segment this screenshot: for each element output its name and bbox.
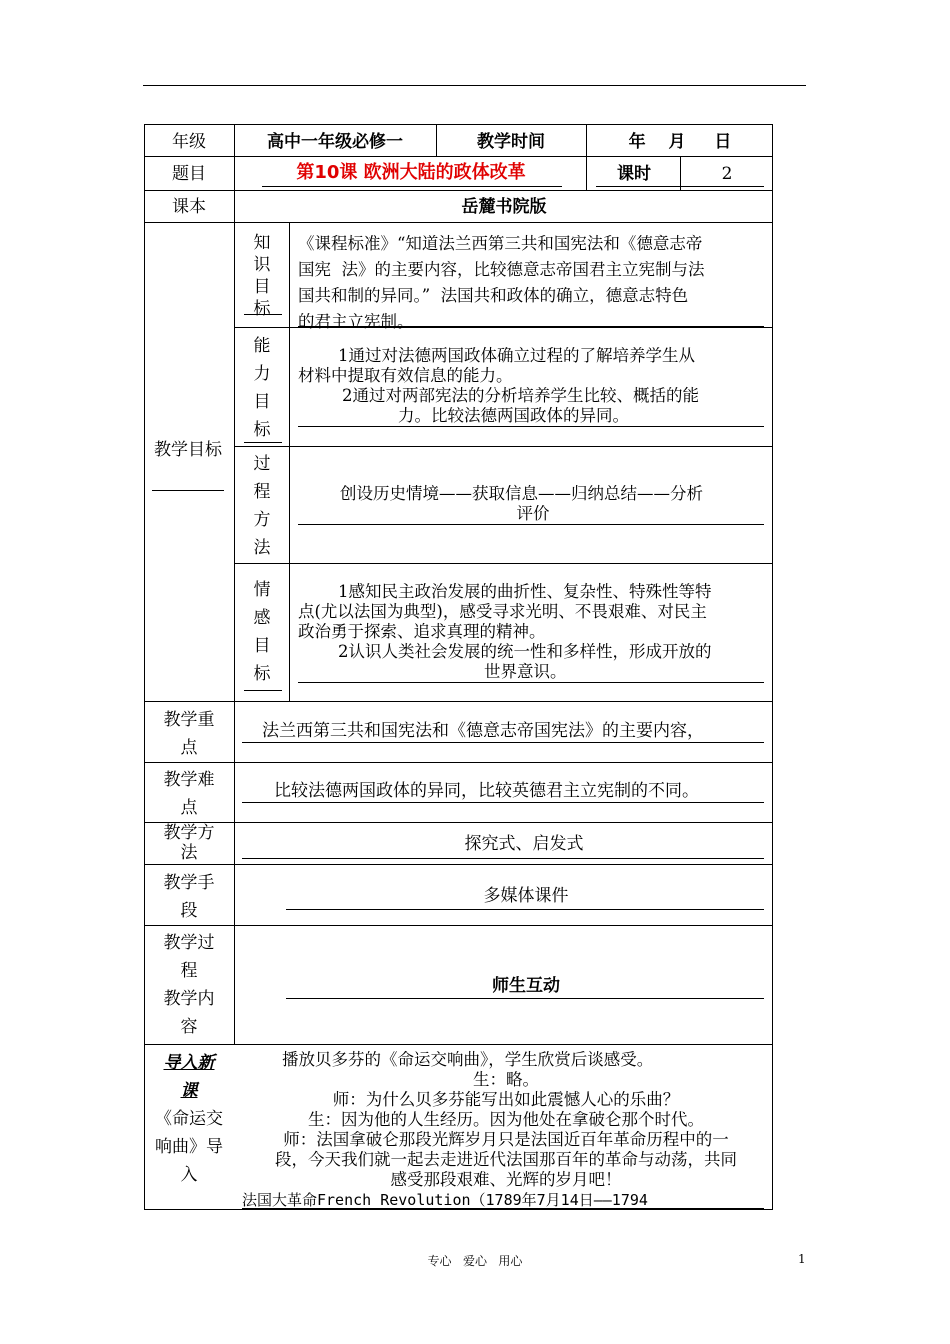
means-label xyxy=(144,869,234,925)
textbook-label: 课本 xyxy=(172,197,206,217)
label-char: 标 xyxy=(253,664,271,684)
col-sep xyxy=(680,156,681,190)
process-label xyxy=(144,929,234,1041)
underline xyxy=(596,186,764,187)
label-line: 教学重 xyxy=(163,710,215,730)
col-sep xyxy=(234,124,235,1044)
label-line: 《命运交 xyxy=(155,1109,223,1129)
label-line: 课 xyxy=(180,1081,198,1101)
label-char: 方 xyxy=(253,510,271,530)
period-label: 课时 xyxy=(617,164,651,184)
label-char: 能 xyxy=(253,336,271,356)
text-line: 国宪 法》的主要内容，比较德意志帝国君主立宪制与法 xyxy=(298,260,705,279)
label-char: 标 xyxy=(253,420,271,440)
text-line: 的君主立宪制。 xyxy=(298,312,414,331)
text-line: 《课程标准》“知道法兰西第三共和国宪法和《德意志帝 xyxy=(298,234,703,253)
label-char: 情 xyxy=(253,580,271,600)
underline xyxy=(244,442,282,443)
text-line: 创设历史情境——获取信息——归纳总结——分析 xyxy=(340,484,703,503)
label-line: 响曲》导 xyxy=(155,1137,223,1157)
label-char: 过 xyxy=(253,454,271,474)
ability-objective-label xyxy=(242,332,282,444)
label-line: 段 xyxy=(180,901,198,921)
process-method-label xyxy=(242,450,282,562)
grade-value: 高中一年级必修一 xyxy=(267,132,403,152)
text-line: 生：因为他的人生经历。因为他处在拿破仑那个时代。 xyxy=(308,1110,704,1129)
knowledge-objective-text xyxy=(298,231,768,335)
col-sep xyxy=(586,124,587,156)
label-line: 导入新 xyxy=(163,1053,215,1073)
intro-label xyxy=(144,1049,234,1189)
row-sep xyxy=(234,446,772,447)
row-sep xyxy=(144,222,772,223)
row-sep xyxy=(144,864,772,865)
text-line: 评价 xyxy=(516,504,550,523)
label-char: 目 xyxy=(253,392,271,412)
page-number: 1 xyxy=(798,1252,806,1266)
label-char: 目 xyxy=(253,277,271,297)
underline xyxy=(262,186,562,187)
label-char: 力 xyxy=(253,364,271,384)
emotion-objective-label xyxy=(242,576,282,688)
row-sep xyxy=(144,925,772,926)
underline xyxy=(242,802,764,803)
table-right-border xyxy=(772,124,773,1210)
label-line: 点 xyxy=(180,798,198,818)
key-points-label xyxy=(144,706,234,762)
teaching-time-label: 教学时间 xyxy=(477,132,545,152)
methods-label xyxy=(144,823,234,863)
label-char: 感 xyxy=(253,608,271,628)
label-line: 教学过 xyxy=(163,933,215,953)
footer-motto: 专心 爱心 用心 xyxy=(427,1254,523,1268)
textbook-value: 岳麓书院版 xyxy=(461,197,547,217)
lesson-title: 第10课 欧洲大陆的政体改革 xyxy=(296,162,526,183)
underline xyxy=(244,690,282,691)
ability-objective-text xyxy=(298,346,768,426)
underline xyxy=(242,1208,764,1209)
header-rule xyxy=(143,85,806,86)
row-sep xyxy=(144,701,772,702)
grade-label: 年级 xyxy=(172,132,206,152)
text-line: 段，今天我们就一起去走进近代法国那百年的革命与动荡，共同 xyxy=(275,1150,737,1169)
label-line: 入 xyxy=(180,1165,198,1185)
text-line: 1通过对法德两国政体确立过程的了解培养学生从 xyxy=(338,346,695,365)
label-line: 容 xyxy=(180,1017,198,1037)
label-line: 程 xyxy=(180,961,198,981)
objectives-label: 教学目标 xyxy=(154,440,222,460)
emotion-objective-text xyxy=(298,582,768,682)
col-sep xyxy=(289,222,290,701)
label-char: 标 xyxy=(253,299,271,319)
text-line: 师：为什么贝多芬能写出如此震憾人心的乐曲？ xyxy=(332,1090,680,1109)
label-char: 目 xyxy=(253,636,271,656)
label-line: 教学难 xyxy=(163,770,215,790)
label-line: 法 xyxy=(180,843,198,863)
difficulties-label xyxy=(144,766,234,822)
table-left-border xyxy=(144,124,145,1210)
row-sep xyxy=(144,156,772,157)
text-line: 2认识人类社会发展的统一性和多样性，形成开放的 xyxy=(338,642,712,661)
underline xyxy=(298,682,764,683)
knowledge-objective-label xyxy=(242,232,282,320)
row-sep xyxy=(234,563,772,564)
difficulties-value: 比较法德两国政体的异同，比较英德君主立宪制的不同。 xyxy=(274,781,699,801)
underline xyxy=(298,426,764,427)
label-char: 法 xyxy=(253,538,271,558)
text-line: 2通过对两部宪法的分析培养学生比较、概括的能 xyxy=(342,386,699,405)
text-line: 播放贝多芬的《命运交响曲》，学生欣赏后谈感受。 xyxy=(282,1050,654,1069)
text-line: 1感知民主政治发展的曲折性、复杂性、特殊性等特 xyxy=(338,582,712,601)
text-line: 国共和制的异同。” 法国共和政体的确立，德意志特色 xyxy=(298,286,689,305)
process-method-text xyxy=(298,484,768,524)
row-sep xyxy=(144,1044,772,1045)
underline xyxy=(242,742,764,743)
row-sep xyxy=(144,190,772,191)
label-line: 点 xyxy=(180,738,198,758)
row-sep xyxy=(144,822,772,823)
process-value: 师生互动 xyxy=(492,976,560,996)
underline xyxy=(298,326,764,327)
label-char: 程 xyxy=(253,482,271,502)
text-line: 力。比较法德两国政体的异同。 xyxy=(398,406,629,425)
text-line: 点(尤以法国为典型)，感受寻求光明、不畏艰难、对民主 xyxy=(298,602,707,621)
text-line: 感受那段艰难、光辉的岁月吧！ xyxy=(390,1170,622,1189)
topic-label: 题目 xyxy=(172,164,206,184)
text-line: 材料中提取有效信息的能力。 xyxy=(298,366,513,385)
date-value: 年 月 日 xyxy=(628,132,732,152)
period-value: 2 xyxy=(721,164,733,184)
text-line: 师：法国拿破仑那段光辉岁月只是法国近百年革命历程中的一 xyxy=(283,1130,729,1149)
underline xyxy=(286,909,764,910)
text-line: 法国大革命French Revolution（1789年7月14日——1794 xyxy=(242,1191,648,1209)
col-sep xyxy=(586,156,587,190)
intro-text xyxy=(242,1050,770,1210)
text-line: 政治勇于探索、追求真理的精神。 xyxy=(298,622,546,641)
label-line: 教学内 xyxy=(163,989,215,1009)
key-points-value: 法兰西第三共和国宪法和《德意志帝国宪法》的主要内容， xyxy=(262,721,704,741)
label-line: 教学手 xyxy=(163,873,215,893)
underline xyxy=(298,524,764,525)
label-char: 知 xyxy=(253,233,271,253)
label-char: 识 xyxy=(253,255,271,275)
text-line: 世界意识。 xyxy=(484,662,567,681)
means-value: 多媒体课件 xyxy=(483,886,569,906)
row-sep xyxy=(144,762,772,763)
underline xyxy=(242,858,764,859)
underline xyxy=(286,998,764,999)
text-line: 生：略。 xyxy=(473,1070,539,1089)
label-line: 教学方 xyxy=(163,823,215,843)
underline xyxy=(244,314,282,315)
methods-value: 探究式、启发式 xyxy=(464,834,584,854)
underline xyxy=(152,490,224,491)
table-top-border xyxy=(144,124,772,125)
